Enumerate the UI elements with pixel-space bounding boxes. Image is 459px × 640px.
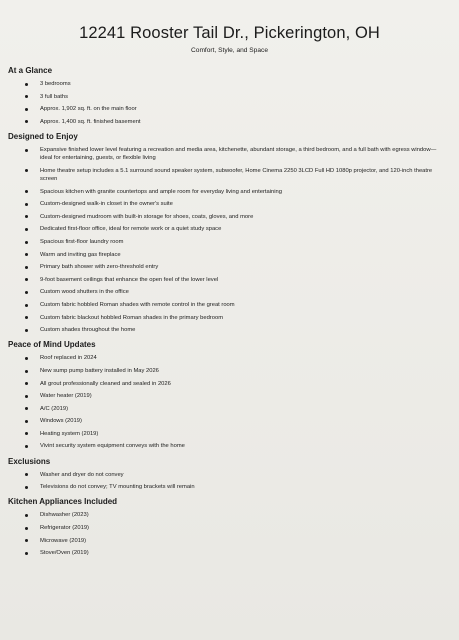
list-item: Dedicated first-floor office, ideal for remote work or a quiet study space <box>8 225 451 233</box>
list-item: Approx. 1,902 sq. ft. on the main floor <box>8 105 451 113</box>
list-item: Heating system (2019) <box>8 430 451 438</box>
list-item: All grout professionally cleaned and sealed in 2026 <box>8 380 451 388</box>
list-item: Televisions do not convey; TV mounting brackets will remain <box>8 483 451 491</box>
list-item: Roof replaced in 2024 <box>8 354 451 362</box>
list-item: Expansive finished lower level featuring a recreation and media area, kitchenette, abundant storage, a third bedroom, and a full bath with egress window—ideal for entertaining, guests, or flexible living <box>8 146 451 162</box>
section <box>8 340 451 450</box>
sections-container <box>8 66 451 557</box>
list-item: Custom shades throughout the home <box>8 326 451 334</box>
list-item: Custom wood shutters in the office <box>8 288 451 296</box>
list-item: 3 full baths <box>8 93 451 101</box>
list-item: Refrigerator (2019) <box>8 524 451 532</box>
bullet-list <box>8 354 451 450</box>
list-item: Spacious first-floor laundry room <box>8 238 451 246</box>
list-item: Microwave (2019) <box>8 537 451 545</box>
section-heading: Exclusions <box>8 456 51 466</box>
bullet-list <box>8 80 451 126</box>
bullet-list <box>8 471 451 492</box>
list-item: Vivint security system equipment conveys with the home <box>8 442 451 450</box>
list-item: Windows (2019) <box>8 417 451 425</box>
list-item: Water heater (2019) <box>8 392 451 400</box>
section <box>8 497 451 557</box>
section <box>8 66 451 126</box>
section-heading: At a Glance <box>8 66 53 75</box>
list-item: Approx. 1,400 sq. ft. finished basement <box>8 118 451 126</box>
list-item: Primary bath shower with zero-threshold entry <box>8 263 451 271</box>
section-heading: Peace of Mind Updates <box>8 340 96 350</box>
section <box>8 457 451 492</box>
document-title: 12241 Rooster Tail Dr., Pickerington, OH <box>79 24 380 42</box>
list-item: Spacious kitchen with granite countertops and ample room for everyday living and entertaining <box>8 188 451 196</box>
document-subtitle: Comfort, Style, and Space <box>191 47 268 54</box>
list-item: Custom-designed walk-in closet in the owner's suite <box>8 200 451 208</box>
list-item: Home theatre setup includes a 5.1 surround sound speaker system, subwoofer, Home Cinema 2250 3LCD Full HD 1080p projector, and 120-inch theatre screen <box>8 167 451 183</box>
list-item: 3 bedrooms <box>8 80 451 88</box>
list-item: Custom fabric blackout hobbled Roman shades in the primary bedroom <box>8 314 451 322</box>
bullet-list <box>8 511 451 557</box>
section <box>8 132 451 334</box>
section-heading: Kitchen Appliances Included <box>8 497 118 507</box>
section-heading: Designed to Enjoy <box>8 131 78 141</box>
list-item: 9-foot basement ceilings that enhance the open feel of the lower level <box>8 276 451 284</box>
list-item: Washer and dryer do not convey <box>8 471 451 479</box>
list-item: New sump pump battery installed in May 2026 <box>8 367 451 375</box>
bullet-list <box>8 146 451 334</box>
list-item: Custom-designed mudroom with built-in storage for shoes, coats, gloves, and more <box>8 213 451 221</box>
list-item: Warm and inviting gas fireplace <box>8 251 451 259</box>
list-item: A/C (2019) <box>8 405 451 413</box>
list-item: Dishwasher (2023) <box>8 511 451 519</box>
list-item: Stove/Oven (2019) <box>8 549 451 557</box>
list-item: Custom fabric hobbled Roman shades with remote control in the great room <box>8 301 451 309</box>
